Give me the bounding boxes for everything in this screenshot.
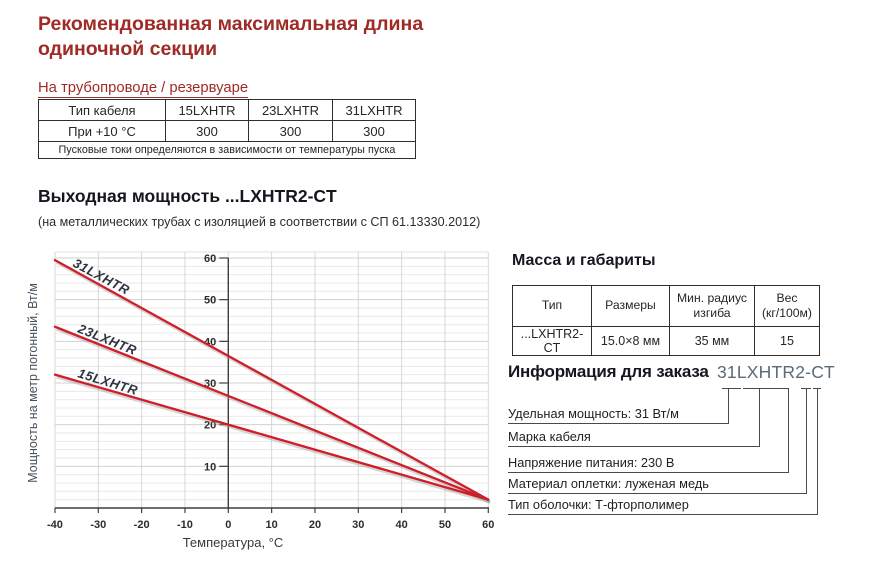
- mass-header-cell: Размеры: [592, 286, 670, 327]
- pipeline-header-cell: 23LXHTR: [249, 100, 333, 121]
- y-tick-label: 30: [204, 377, 217, 390]
- pipeline-header-cell: Тип кабеля: [39, 100, 166, 121]
- pipeline-table-data-row: [39, 121, 416, 142]
- mass-header-cell: Вес (кг/100м): [755, 286, 820, 327]
- order-item: [508, 406, 729, 424]
- mass-table-data-row: [513, 327, 820, 356]
- order-item-label: Напряжение питания: 230 В: [508, 455, 675, 470]
- x-tick-label: 0: [225, 519, 232, 531]
- pipeline-data-cell: 300: [333, 121, 416, 142]
- power-output-chart: [20, 246, 498, 560]
- pipeline-note-cell: Пусковые токи определяются в зависимости от температуры пуска: [39, 142, 416, 159]
- order-section-title: Информация для заказа: [508, 362, 709, 381]
- y-axis-title: Мощность на метр погонный, Вт/м: [26, 283, 40, 483]
- connector-line-jacket: [817, 388, 818, 514]
- x-tick-label: 40: [395, 519, 408, 531]
- mass-header-cell: Мин. радиус изгиба: [670, 286, 755, 327]
- power-output-chart-svg: [20, 246, 498, 560]
- order-item-label: Материал оплетки: луженая медь: [508, 476, 709, 491]
- order-item-label: Марка кабеля: [508, 429, 591, 444]
- order-item-label: Удельная мощность: 31 Вт/м: [508, 406, 679, 421]
- mass-table: [512, 285, 820, 356]
- pipeline-data-cell: 300: [249, 121, 333, 142]
- pipeline-header-cell: 31LXHTR: [333, 100, 416, 121]
- x-tick-label: 30: [352, 519, 365, 531]
- y-tick-label: 10: [204, 461, 217, 474]
- y-tick-label: 60: [204, 252, 217, 265]
- order-item: [508, 476, 807, 494]
- series-label-31LXHTR: 31LXHTR: [70, 255, 133, 298]
- code-underline-brand: [743, 388, 789, 389]
- series-label-23LXHTR: 23LXHTR: [75, 320, 139, 359]
- page-title: [38, 12, 423, 61]
- order-item: [508, 497, 818, 515]
- pipeline-data-cell: 300: [166, 121, 249, 142]
- series-shadow-23LXHTR: [57, 329, 490, 502]
- mass-data-cell: 15: [755, 327, 820, 356]
- x-tick-label: 10: [265, 519, 278, 531]
- x-tick-label: -10: [177, 519, 193, 531]
- mass-data-cell: 15.0×8 мм: [592, 327, 670, 356]
- power-section-subtitle: (на металлических трубах с изоляцией в соответствии с СП 61.13330.2012): [38, 215, 481, 229]
- pipeline-data-cell: При +10 °C: [39, 121, 166, 142]
- mass-data-cell: 35 мм: [670, 327, 755, 356]
- x-tick-label: 60: [482, 519, 495, 531]
- pipeline-header-cell: 15LXHTR: [166, 100, 249, 121]
- x-axis-title: Температура, °C: [182, 535, 284, 550]
- mass-table-header-row: [513, 286, 820, 327]
- x-tick-label: -20: [133, 519, 150, 531]
- pipeline-table: [38, 99, 416, 159]
- order-item: [508, 429, 760, 447]
- mass-data-cell: ...LXHTR2-CT: [513, 327, 592, 356]
- page-title-line2: одиночной секции: [38, 37, 218, 60]
- pipeline-table-header-row: [39, 100, 416, 121]
- y-tick-label: 20: [204, 419, 217, 432]
- mass-section-title: Масса и габариты: [512, 252, 656, 269]
- order-item-label: Тип оболочки: Т-фторполимер: [508, 497, 689, 512]
- order-item: [508, 455, 789, 473]
- code-underline-power: [722, 388, 741, 389]
- page-title-line1: Рекомендованная максимальная длина: [38, 13, 424, 35]
- power-section-title: Выходная мощность ...LXHTR2-CT: [38, 186, 337, 206]
- x-tick-label: 20: [308, 519, 322, 531]
- mass-header-cell: Тип: [513, 286, 592, 327]
- x-tick-label: -40: [47, 519, 63, 531]
- order-code: 31LXHTR2-CT: [717, 362, 835, 382]
- x-tick-label: 50: [438, 519, 452, 531]
- y-tick-label: 40: [204, 336, 217, 349]
- order-section: [505, 362, 892, 527]
- pipeline-subtitle: На трубопроводе / резервуаре: [38, 80, 249, 96]
- x-tick-label: -30: [90, 519, 107, 531]
- y-tick-label: 50: [204, 294, 217, 307]
- pipeline-table-note-row: [39, 142, 416, 159]
- series-label-15LXHTR: 15LXHTR: [76, 365, 140, 398]
